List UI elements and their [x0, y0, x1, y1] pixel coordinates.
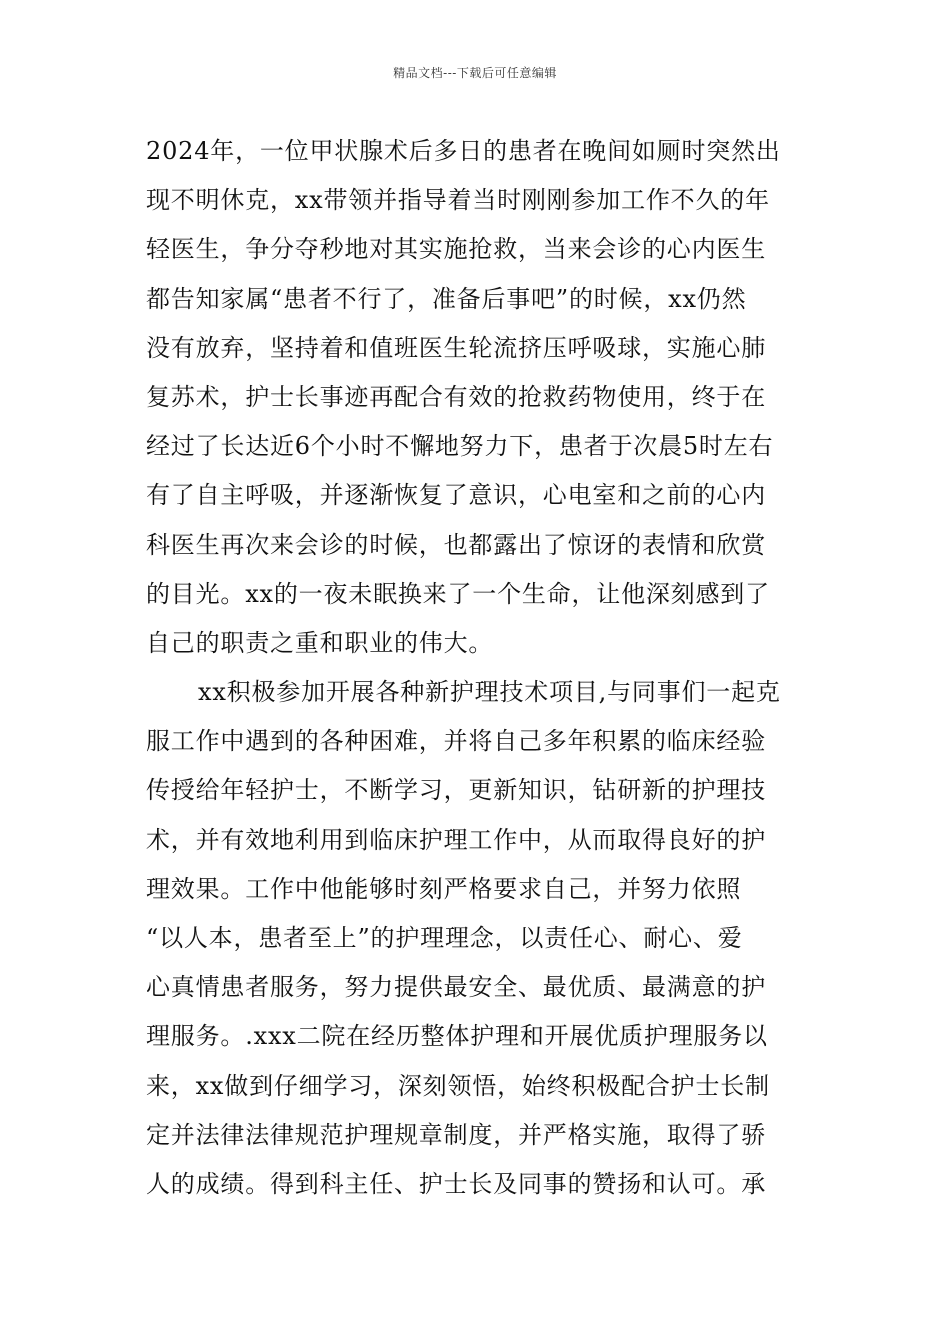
text-line: 没有放弃，坚持着和值班医生轮流挤压呼吸球，实施心肺	[146, 333, 766, 362]
text-line: 心真情患者服务，努力提供最安全、最优质、最满意的护	[146, 973, 766, 1002]
text-line: 有了自主呼吸，并逐渐恢复了意识，心电室和之前的心内	[146, 481, 766, 510]
text-line: 服工作中遇到的各种困难，并将自己多年积累的临床经验	[146, 727, 766, 756]
text-line: 人的成绩。得到科主任、护士长及同事的赞扬和认可。承	[146, 1169, 766, 1198]
text-line: 都告知家属“患者不行了，准备后事吧”的时候，xx仍然	[146, 284, 747, 313]
text-line: 定并法律法律规范护理规章制度，并严格实施，取得了骄	[146, 1120, 766, 1149]
text-line: 理服务。.xxx二院在经历整体护理和开展优质护理服务以	[146, 1022, 768, 1051]
text-line: “以人本，患者至上”的护理理念，以责任心、耐心、爱	[146, 924, 743, 952]
text-line: 术，并有效地利用到临床护理工作中，从而取得良好的护	[146, 825, 766, 854]
paragraph-2	[146, 668, 808, 1209]
text-line: 2024年，一位甲状腺术后多日的患者在晚间如厕时突然出	[146, 137, 781, 165]
text-line: 经过了长达近6个小时不懈地努力下，患者于次晨5时左右	[146, 432, 774, 461]
text-line: 自己的职责之重和职业的伟大。	[146, 628, 494, 657]
page-header: 精品文档---下载后可任意编辑	[393, 66, 557, 80]
paragraph-1	[146, 127, 808, 668]
document-body	[146, 127, 808, 1209]
text-line: 科医生再次来会诊的时候，也都露出了惊讶的表情和欣赏	[146, 530, 766, 559]
text-line: 来，xx做到仔细学习，深刻领悟，始终积极配合护士长制	[146, 1071, 770, 1100]
text-line: xx积极参加开展各种新护理技术项目,与同事们一起克	[198, 678, 781, 707]
text-line: 现不明休克，xx带领并指导着当时刚刚参加工作不久的年	[146, 186, 770, 215]
text-line: 复苏术，护士长事迹再配合有效的抢救药物使用，终于在	[146, 382, 766, 411]
text-line: 轻医生，争分夺秒地对其实施抢救，当来会诊的心内医生	[146, 235, 766, 264]
text-line: 的目光。xx的一夜未眠换来了一个生命，让他深刻感到了	[146, 579, 770, 608]
text-line: 传授给年轻护士，不断学习，更新知识，钻研新的护理技	[146, 776, 766, 805]
text-line: 理效果。工作中他能够时刻严格要求自己，并努力依照	[146, 874, 742, 903]
